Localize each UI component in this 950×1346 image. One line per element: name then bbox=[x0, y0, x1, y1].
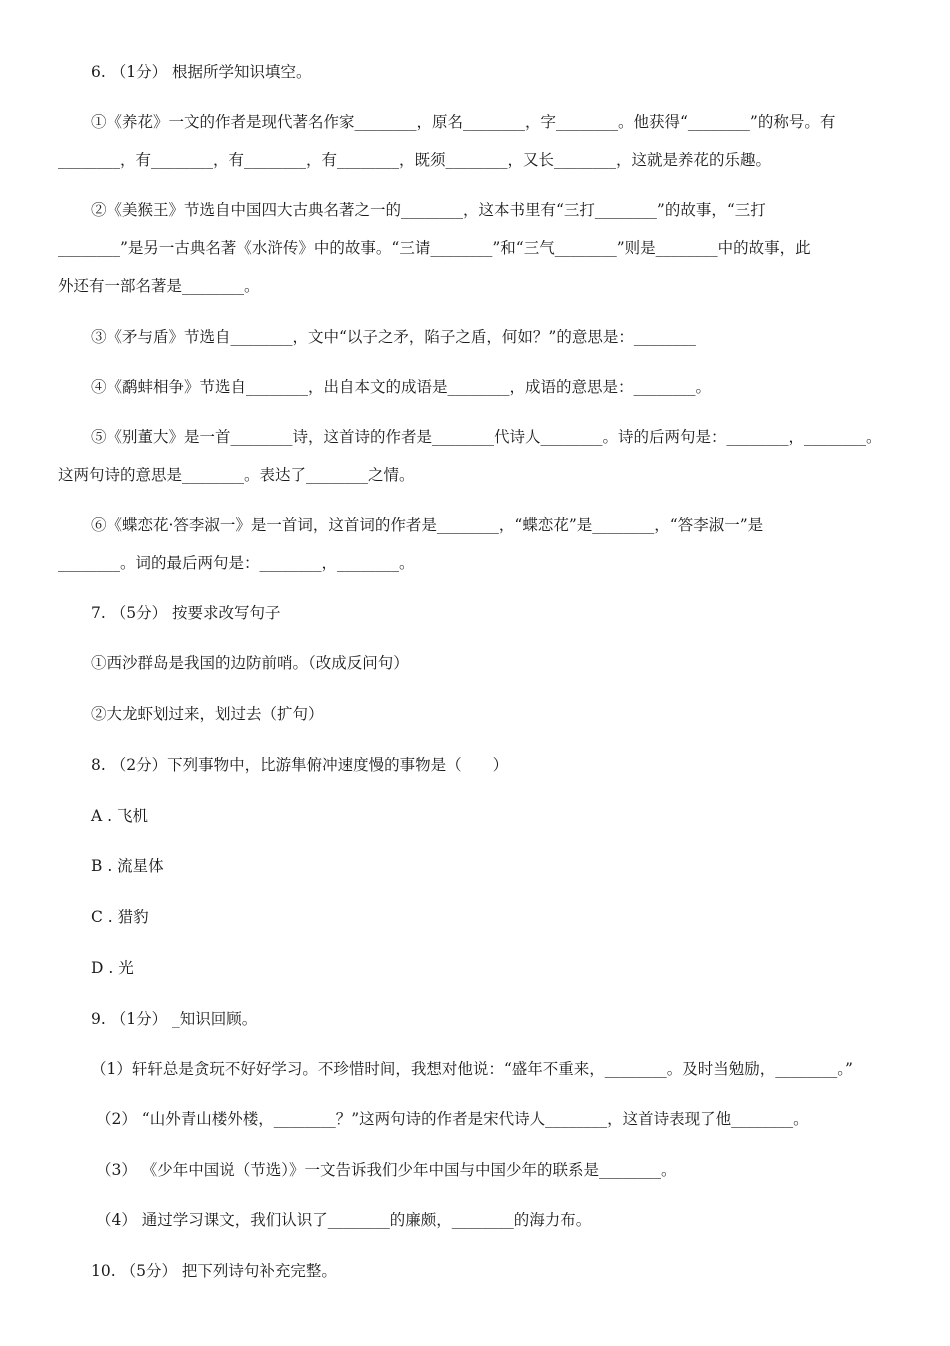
q9-sentence-1: （1）轩轩总是贪玩不好好学习。不珍惜时间，我想对他说：“盛年不重来，________。及时当勉励，________。” bbox=[91, 1060, 853, 1078]
q6-item-1-line-2: ________，有________，有________，有________，既须________，又长________，这就是养花的乐趣。 bbox=[58, 151, 772, 169]
q8-option-b: B . 流星体 bbox=[91, 857, 164, 875]
q9-heading-prefix: 9. （1分） bbox=[91, 1010, 173, 1028]
q7-heading: 7. （5分） 按要求改写句子 bbox=[91, 604, 281, 622]
q9-sentence-2: （2） “山外青山楼外楼，________？”这两句诗的作者是宋代诗人________，这首诗表现了他________。 bbox=[96, 1110, 809, 1128]
q6-item-6-line-1: ⑥《蝶恋花·答李淑一》是一首词，这首词的作者是________，“蝶恋花”是________，“答李淑一”是 bbox=[91, 516, 764, 534]
q7-sentence-2: ②大龙虾划过来，划过去（扩句） bbox=[91, 705, 324, 723]
q8-option-d: D . 光 bbox=[91, 959, 134, 977]
q9-heading bbox=[91, 1008, 257, 1030]
q6-item-1-line-1: ①《养花》一文的作者是现代著名作家________，原名________，字________。他获得“________”的称号。有 bbox=[91, 113, 836, 131]
q6-item-3: ③《矛与盾》节选自________，文中“以子之矛，陷子之盾，何如？”的意思是：________ bbox=[91, 328, 696, 346]
q9-heading-mark: _ bbox=[172, 1010, 180, 1028]
q6-item-6-line-2: ________。词的最后两句是：________，________。 bbox=[58, 554, 415, 572]
q6-item-2-line-1: ②《美猴王》节选自中国四大古典名著之一的________，这本书里有“三打________”的故事，“三打 bbox=[91, 201, 766, 219]
q9-sentence-3: （3） 《少年中国说（节选）》一文告诉我们少年中国与中国少年的联系是________。 bbox=[96, 1161, 677, 1179]
q8-heading: 8. （2分）下列事物中，比游隼俯冲速度慢的事物是（ ） bbox=[91, 756, 509, 774]
q6-item-2-line-2: ________”是另一古典名著《水浒传》中的故事。“三请________”和“三气________”则是________中的故事，此 bbox=[58, 239, 811, 257]
q8-option-c: C . 猎豹 bbox=[91, 908, 149, 926]
q10-heading: 10. （5分） 把下列诗句补充完整。 bbox=[91, 1262, 337, 1280]
q6-item-5-line-2: 这两句诗的意思是________。表达了________之情。 bbox=[58, 466, 415, 484]
q6-item-2-line-3: 外还有一部名著是________。 bbox=[58, 277, 260, 295]
q6-item-4: ④《鹬蚌相争》节选自________，出自本文的成语是________，成语的意思是：________。 bbox=[91, 378, 712, 396]
q7-sentence-1: ①西沙群岛是我国的边防前哨。（改成反问句） bbox=[91, 654, 409, 672]
q6-item-5-line-1: ⑤《别董大》是一首________诗，这首诗的作者是________代诗人________。诗的后两句是：________，________。 bbox=[91, 428, 882, 446]
q6-heading: 6. （1分） 根据所学知识填空。 bbox=[91, 63, 312, 81]
q8-option-a: A . 飞机 bbox=[91, 807, 148, 825]
q9-sentence-4: （4） 通过学习课文，我们认识了________的廉颇，________的海力布。 bbox=[96, 1211, 592, 1229]
q9-heading-text: 知识回顾。 bbox=[179, 1010, 258, 1028]
